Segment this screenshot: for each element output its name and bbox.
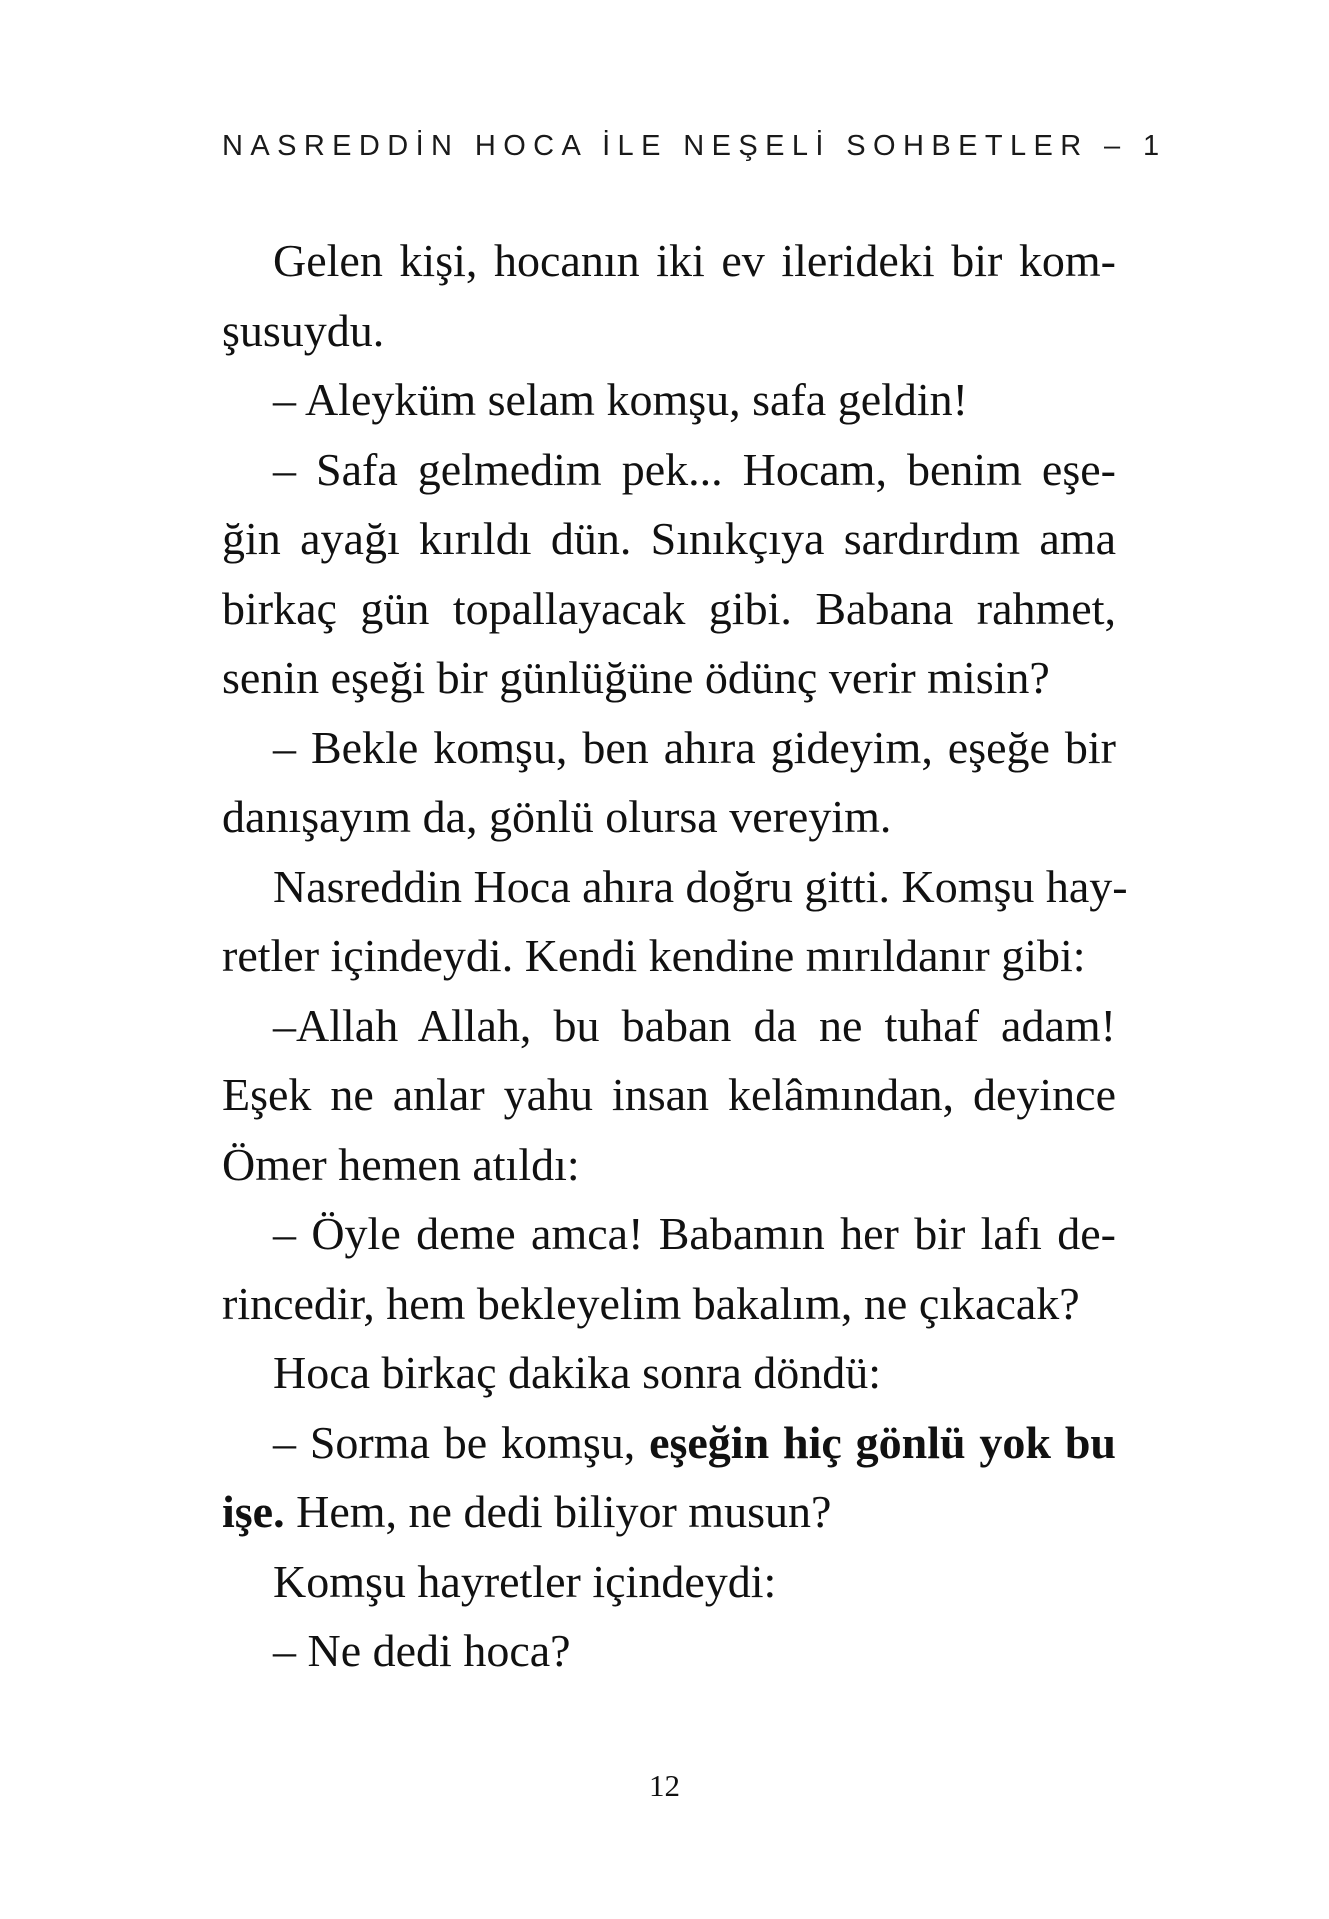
running-header: NASREDDİN HOCA İLE NEŞELİ SOHBETLER – 1 xyxy=(222,130,1167,162)
text-line: – Aleyküm selam komşu, safa geldin! xyxy=(273,374,968,425)
text-line: Ömer hemen atıldı: xyxy=(222,1138,580,1190)
text-line xyxy=(222,1408,1116,1478)
text-line: senin eşeği bir günlüğüne ödünç verir misin? xyxy=(222,652,1050,703)
text-line: danışayım da, gönlü olursa vereyim. xyxy=(222,791,892,842)
text-line: –Allah Allah, bu baban da ne tuhaf adam! xyxy=(273,999,1116,1051)
text-line: – Öyle deme amca! Babamın her bir lafı de- xyxy=(273,1208,1116,1259)
text-line: Gelen kişi, hocanın iki ev ilerideki bir kom- xyxy=(273,235,1116,286)
text-line-segment: – Sorma be komşu, xyxy=(273,1416,650,1468)
page-number: 12 xyxy=(649,1768,680,1803)
bold-phrase: işe. xyxy=(222,1486,285,1537)
text-line xyxy=(222,1477,1116,1547)
page-body xyxy=(222,226,1128,1686)
text-line: – Ne dedi hoca? xyxy=(273,1625,571,1676)
text-line: ğin ayağı kırıldı dün. Sınıkçıya sardırdım ama xyxy=(222,513,1116,564)
text-line: – Bekle komşu, ben ahıra gideyim, eşeğe bir xyxy=(273,721,1116,773)
bold-phrase: eşeğin hiç gönlü yok bu xyxy=(649,1416,1116,1468)
text-line: – Safa gelmedim pek... Hocam, benim eşe- xyxy=(273,443,1116,495)
text-line: şusuydu. xyxy=(222,304,385,356)
text-line: retler içindeydi. Kendi kendine mırıldanır gibi: xyxy=(222,930,1086,981)
text-line: Komşu hayretler içindeydi: xyxy=(273,1555,777,1607)
text-line: Eşek ne anlar yahu insan kelâmından, deyince xyxy=(222,1069,1116,1120)
text-line: rincedir, hem bekleyelim bakalım, ne çıkacak? xyxy=(222,1277,1080,1329)
text-line: Hoca birkaç dakika sonra döndü: xyxy=(273,1347,882,1398)
text-line: birkaç gün topallayacak gibi. Babana rahmet, xyxy=(222,582,1116,634)
text-line: Nasreddin Hoca ahıra doğru gitti. Komşu hay- xyxy=(273,860,1128,912)
text-line-segment: Hem, ne dedi biliyor musun? xyxy=(284,1486,832,1537)
